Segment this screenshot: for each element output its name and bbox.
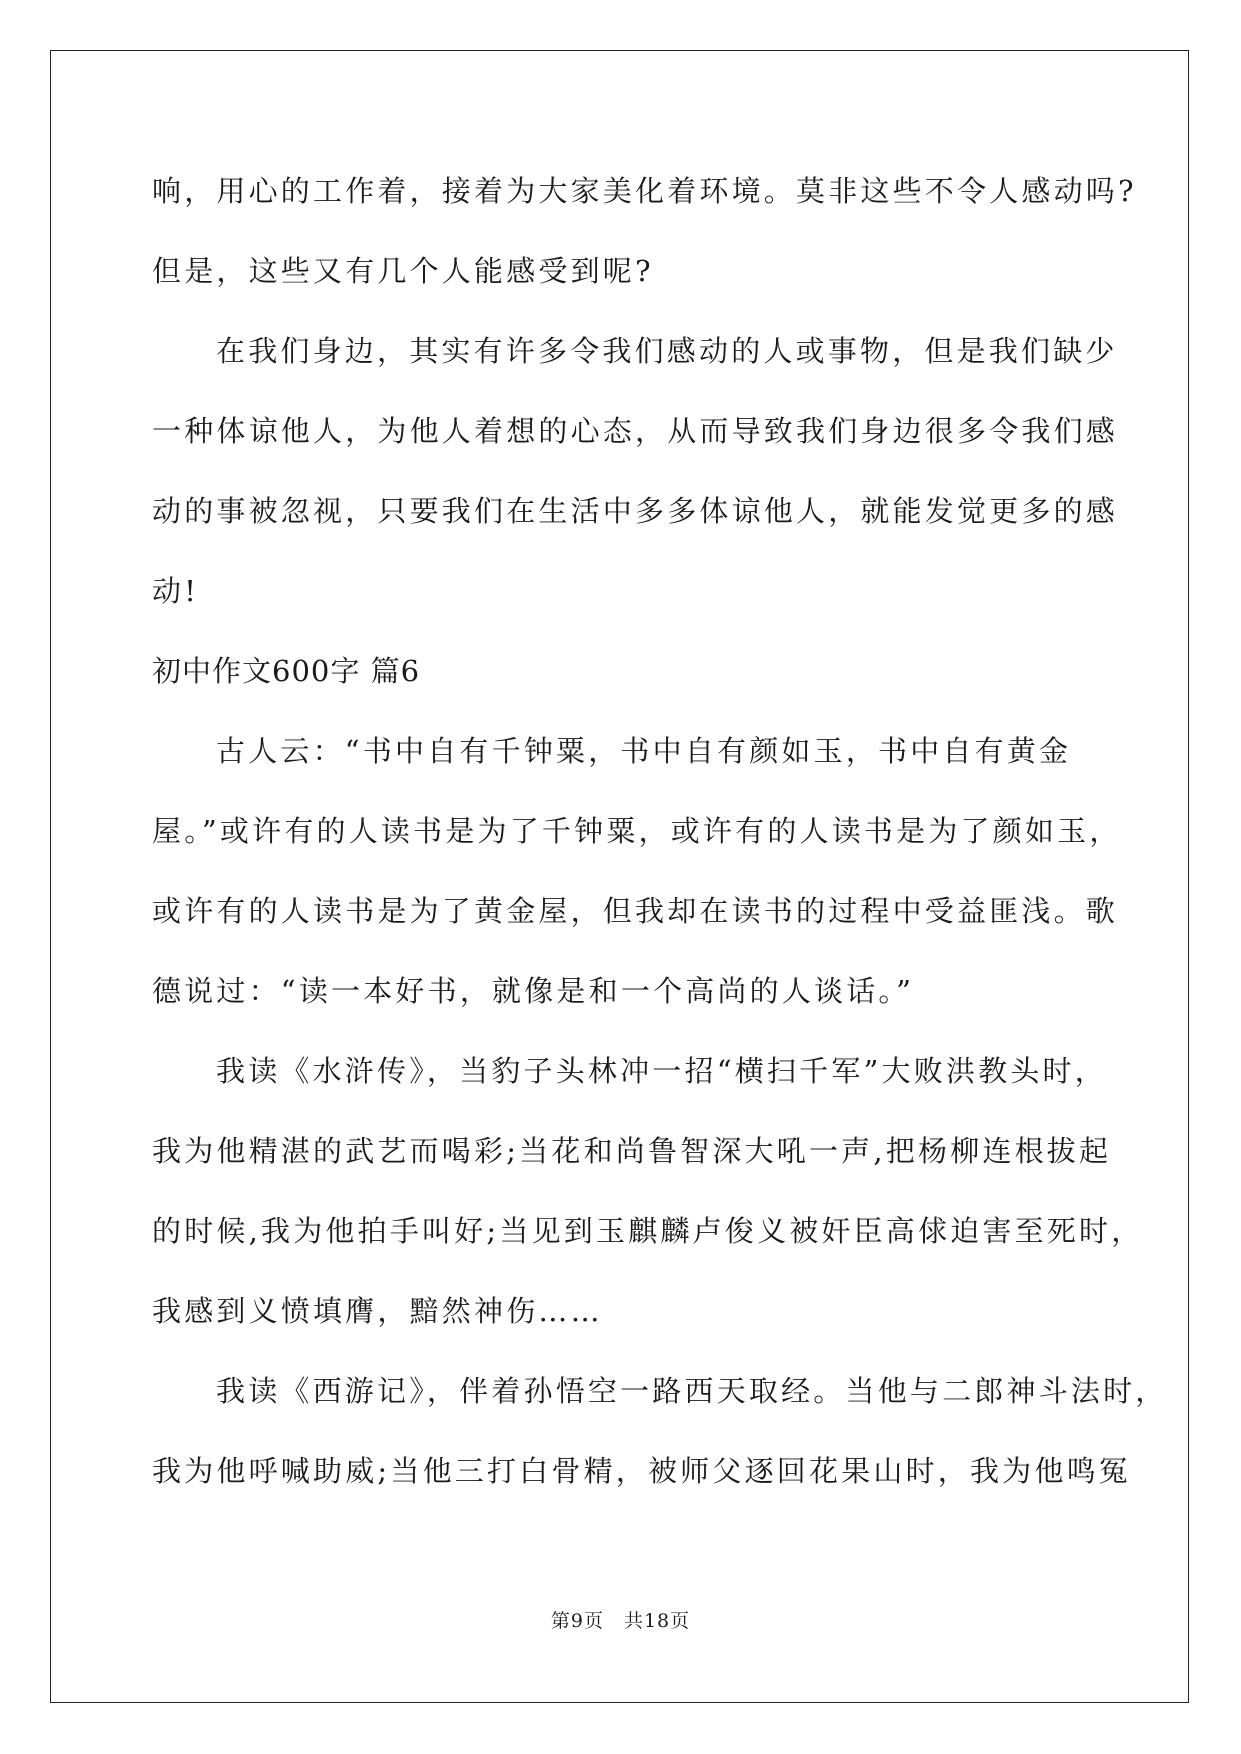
text-line: 一种体谅他人，为他人着想的心态，从而导致我们身边很多令我们感 — [152, 414, 1119, 448]
text-line: 德说过：“读一本好书，就像是和一个高尚的人谈话。” — [152, 974, 915, 1008]
text-line: 我为他精湛的武艺而喝彩;当花和尚鲁智深大吼一声,把杨柳连根拔起 — [152, 1134, 1112, 1168]
page-total: 共18页 — [623, 1610, 691, 1632]
text-line: 屋。”或许有的人读书是为了千钟粟，或许有的人读书是为了颜如玉， — [152, 814, 1122, 848]
text-line: 我为他呼喊助威;当他三打白骨精，被师父逐回花果山时，我为他鸣冤 — [152, 1454, 1131, 1488]
text-line: 动的事被忽视，只要我们在生活中多多体谅他人，就能发觉更多的感 — [152, 494, 1119, 528]
text-line: 我感到义愤填膺，黯然神伤…… — [152, 1294, 603, 1328]
text-line: 但是，这些又有几个人能感受到呢? — [152, 254, 654, 288]
text-line: 或许有的人读书是为了黄金屋，但我却在读书的过程中受益匪浅。歌 — [152, 894, 1119, 928]
paragraph-start-line: 古人云：“书中自有千钟粟，书中自有颜如玉，书中自有黄金 — [216, 734, 1072, 768]
text-line: 的时候,我为他拍手叫好;当见到玉麒麟卢俊义被奸臣高俅迫害至死时， — [152, 1214, 1144, 1248]
page-number: 第9页 — [550, 1610, 604, 1632]
page-footer — [0, 1606, 1241, 1633]
section-heading: 初中作文600字 篇6 — [152, 654, 421, 688]
document-body — [152, 156, 1168, 1516]
text-line: 响，用心的工作着，接着为大家美化着环境。莫非这些不令人感动吗? — [152, 174, 1137, 208]
paragraph-start-line: 在我们身边，其实有许多令我们感动的人或事物，但是我们缺少 — [216, 334, 1118, 368]
text-line: 动! — [152, 574, 200, 608]
paragraph-start-line: 我读《西游记》，伴着孙悟空一路西天取经。当他与二郎神斗法时， — [216, 1374, 1168, 1408]
paragraph-start-line: 我读《水浒传》，当豹子头林冲一招“横扫千军”大败洪教头时， — [216, 1054, 1107, 1088]
